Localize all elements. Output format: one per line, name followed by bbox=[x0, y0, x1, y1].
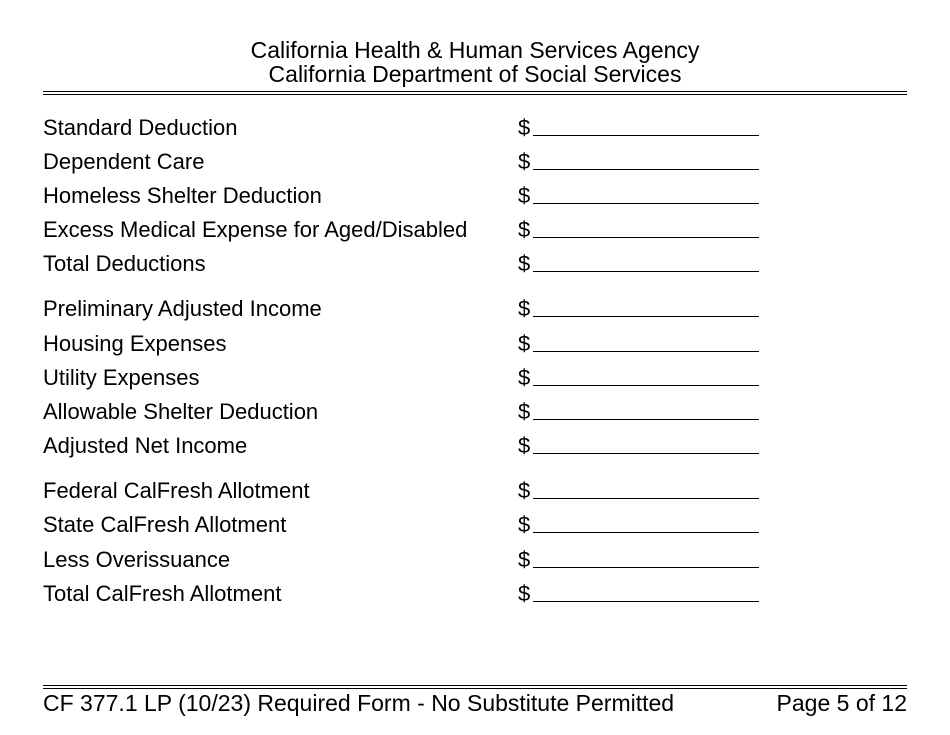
amount-field[interactable] bbox=[533, 316, 759, 317]
amount-field[interactable] bbox=[533, 135, 759, 136]
currency-sign: $ bbox=[518, 149, 531, 174]
form-row-preliminary-adjusted-income bbox=[43, 294, 763, 324]
row-label: Total CalFresh Allotment bbox=[43, 581, 282, 606]
currency-sign: $ bbox=[518, 547, 531, 572]
amount-field[interactable] bbox=[533, 498, 759, 499]
form-row-allowable-shelter-deduction bbox=[43, 397, 763, 427]
currency-sign: $ bbox=[518, 217, 531, 242]
currency-sign: $ bbox=[518, 183, 531, 208]
currency-sign: $ bbox=[518, 251, 531, 276]
currency-sign: $ bbox=[518, 433, 531, 458]
page-number: Page 5 of 12 bbox=[776, 690, 907, 716]
amount-field[interactable] bbox=[533, 237, 759, 238]
page-header bbox=[0, 38, 950, 86]
row-label: Standard Deduction bbox=[43, 115, 238, 140]
form-row-excess-medical-expense bbox=[43, 215, 763, 245]
form-row-federal-calfresh-allotment bbox=[43, 476, 763, 506]
amount-field[interactable] bbox=[533, 601, 759, 602]
row-label: Total Deductions bbox=[43, 251, 206, 276]
amount-field[interactable] bbox=[533, 169, 759, 170]
form-row-standard-deduction bbox=[43, 113, 763, 143]
form-row-dependent-care bbox=[43, 147, 763, 177]
department-name: California Department of Social Services bbox=[268, 61, 682, 87]
row-label: Homeless Shelter Deduction bbox=[43, 183, 322, 208]
form-row-adjusted-net-income bbox=[43, 431, 763, 461]
amount-field[interactable] bbox=[533, 271, 759, 272]
form-row-total-deductions bbox=[43, 249, 763, 279]
form-row-state-calfresh-allotment bbox=[43, 510, 763, 540]
row-label: Utility Expenses bbox=[43, 365, 200, 390]
currency-sign: $ bbox=[518, 399, 531, 424]
amount-field[interactable] bbox=[533, 351, 759, 352]
amount-field[interactable] bbox=[533, 385, 759, 386]
currency-sign: $ bbox=[518, 115, 531, 140]
amount-field[interactable] bbox=[533, 453, 759, 454]
row-label: Excess Medical Expense for Aged/Disabled bbox=[43, 217, 468, 242]
row-label: Preliminary Adjusted Income bbox=[43, 296, 322, 321]
currency-sign: $ bbox=[518, 331, 531, 356]
header-divider bbox=[43, 91, 907, 95]
form-row-housing-expenses bbox=[43, 329, 763, 359]
currency-sign: $ bbox=[518, 478, 531, 503]
currency-sign: $ bbox=[518, 512, 531, 537]
row-label: Allowable Shelter Deduction bbox=[43, 399, 319, 424]
amount-field[interactable] bbox=[533, 419, 759, 420]
form-identifier: CF 377.1 LP (10/23) Required Form - No Substitute Permitted bbox=[43, 690, 675, 716]
currency-sign: $ bbox=[518, 296, 531, 321]
form-row-total-calfresh-allotment bbox=[43, 579, 763, 609]
form-row-utility-expenses bbox=[43, 363, 763, 393]
form-row-less-overissuance bbox=[43, 545, 763, 575]
currency-sign: $ bbox=[518, 581, 531, 606]
amount-field[interactable] bbox=[533, 567, 759, 568]
form-row-homeless-shelter-deduction bbox=[43, 181, 763, 211]
agency-name: California Health & Human Services Agency bbox=[250, 37, 700, 63]
row-label: Federal CalFresh Allotment bbox=[43, 478, 310, 503]
currency-sign: $ bbox=[518, 365, 531, 390]
row-label: Adjusted Net Income bbox=[43, 433, 248, 458]
row-label: Housing Expenses bbox=[43, 331, 227, 356]
row-label: Dependent Care bbox=[43, 149, 205, 174]
row-label: Less Overissuance bbox=[43, 547, 231, 572]
amount-field[interactable] bbox=[533, 203, 759, 204]
amount-field[interactable] bbox=[533, 532, 759, 533]
row-label: State CalFresh Allotment bbox=[43, 512, 287, 537]
